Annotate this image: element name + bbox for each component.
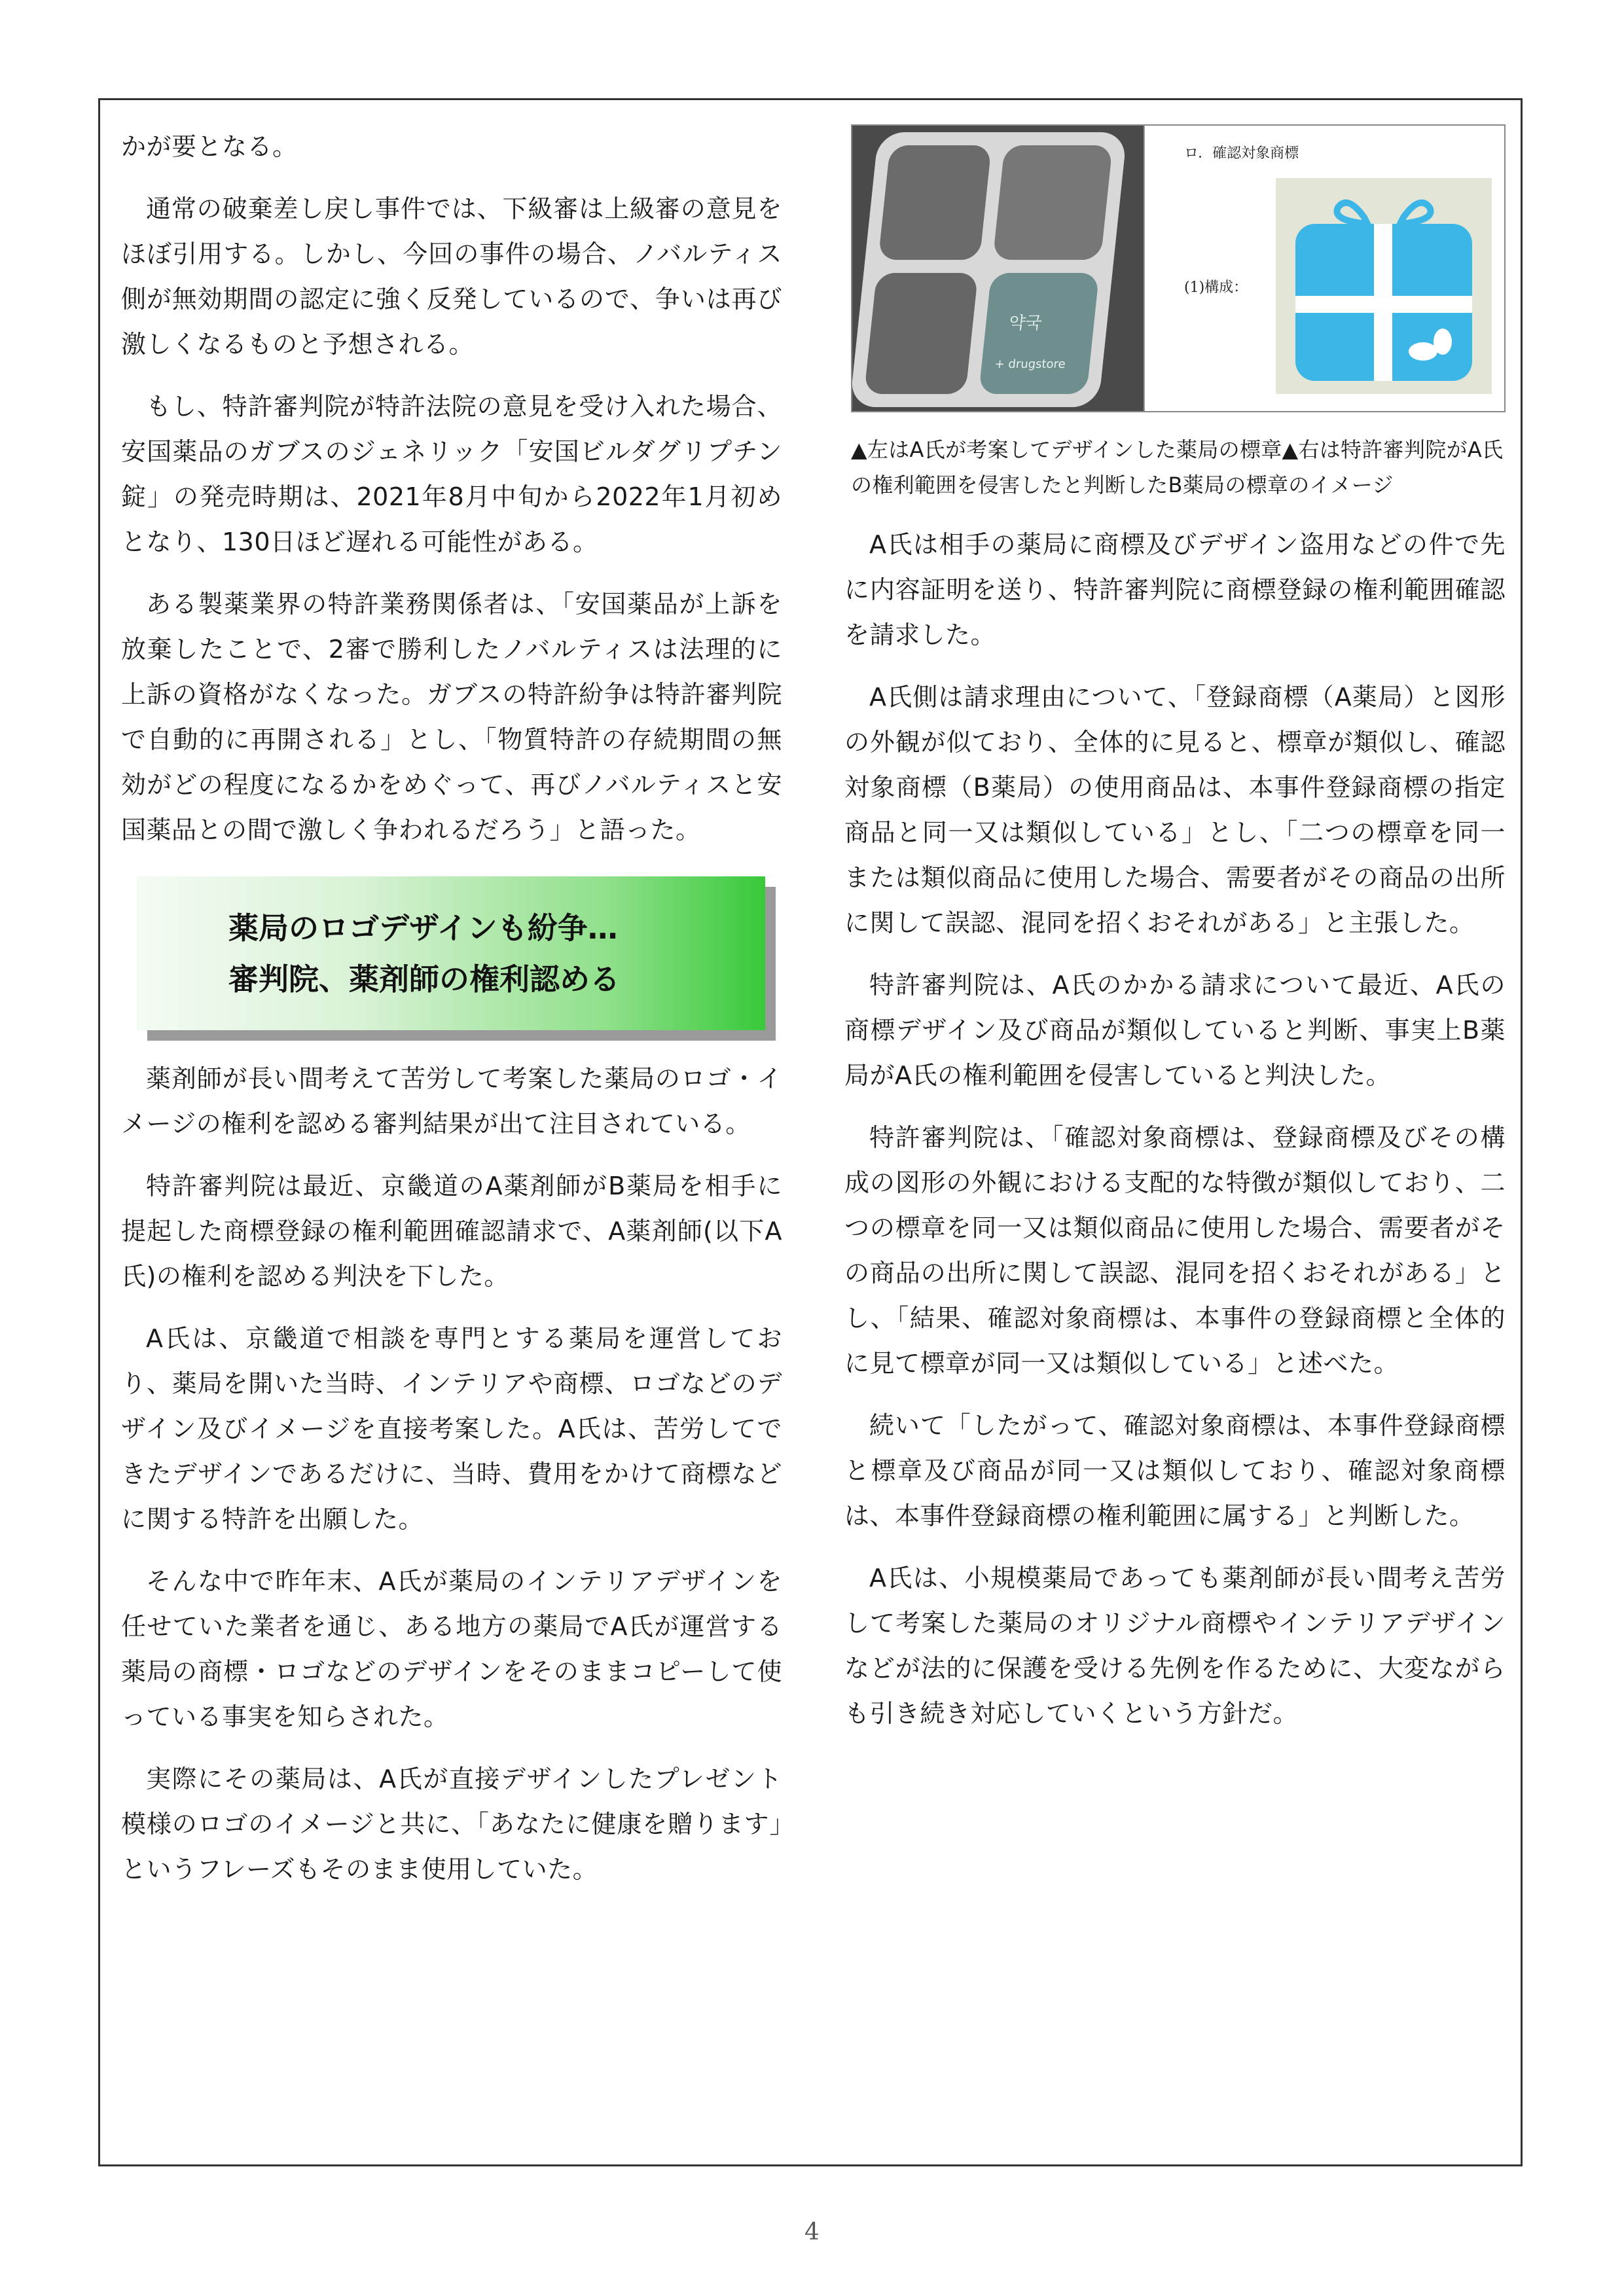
paragraph: もし、特許審判院が特許法院の意見を受け入れた場合、安国薬品のガブスのジェネリック「安国ビルダグリプチン錠」の発売時期は、2021年8月中旬から2022年1月初めとなり、130日ほど遅れる可能性がある。 xyxy=(121,392,782,556)
paragraph: ある製薬業界の特許業務関係者は、「安国薬品が上訴を放棄したことで、2審で勝利したノバルティスは法理的に上訴の資格がなくなった。ガブスの特許紛争は特許審判院で自動的に再開される」とし、「物質特許の存続期間の無効がどの程度になるかをめぐって、再びノバルティスと安国薬品との間で激しく争われるだろう」と語った。 xyxy=(121,590,782,844)
figure-title: ロ．確認対象商標 xyxy=(1184,145,1299,162)
page-number: 4 xyxy=(804,2219,820,2246)
pharmacy-sign-graphic xyxy=(852,126,1144,411)
paragraph: 特許審判院は、A氏のかかる請求について最近、A氏の商標デザイン及び商品が類似していると判断、事実上B薬局がA氏の権利範囲を侵害していると判決した。 xyxy=(844,971,1506,1090)
gift-box-logo-icon xyxy=(1276,178,1492,394)
paragraph: 薬剤師が長い間考えて苦労して考案した薬局のロゴ・イメージの権利を認める審判結果が出て注目されている。 xyxy=(121,1064,782,1138)
right-column xyxy=(844,124,1506,1753)
figure-structure-label: (1)構成： xyxy=(1184,279,1248,296)
paragraph: 続いて「したがって、確認対象商標は、本事件登録商標と標章及び商品が同一又は類似しており、確認対象商標は、本事件登録商標の権利範囲に属する」と判断した。 xyxy=(844,1411,1506,1530)
paragraph: かが要となる。 xyxy=(121,132,298,161)
paragraph: A氏側は請求理由について、「登録商標（A薬局）と図形の外観が似ており、全体的に見ると、標章が類似し、確認対象商標（B薬局）の使用商品は、本事件登録商標の指定商品と同一又は類似している」とし、「二つの標章を同一または類似商品に使用した場合、需要者がその商品の出所に関して誤認、混同を招くおそれがある」と主張した。 xyxy=(844,683,1506,937)
section-headline xyxy=(137,876,765,1030)
svg-text:약국: 약국 xyxy=(1007,314,1043,333)
figure-caption: ▲左はA氏が考案してデザインした薬局の標章▲右は特許審判院がA氏の権利範囲を侵害したと判断したB薬局の標章のイメージ xyxy=(851,437,1504,497)
paragraph: 実際にその薬局は、A氏が直接デザインしたプレゼント模様のロゴのイメージと共に、「あなたに健康を贈ります」というフレーズもそのまま使用していた。 xyxy=(121,1765,782,1884)
headline-line-2: 審判院、薬剤師の権利認める xyxy=(228,961,620,997)
paragraph: A氏は、小規模薬局であっても薬剤師が長い間考え苦労して考案した薬局のオリジナル商標やインテリアデザインなどが法的に保護を受ける先例を作るために、大変ながらも引き続き対応していくという方針だ。 xyxy=(844,1564,1506,1728)
paragraph: 通常の破棄差し戻し事件では、下級審は上級審の意見をほぼ引用する。しかし、今回の事件の場合、ノバルティス側が無効期間の認定に強く反発しているので、争いは再び激しくなるものと予想される。 xyxy=(121,194,782,359)
pharmacy-sign-photo xyxy=(852,126,1144,411)
paragraph: 特許審判院は最近、京畿道のA薬剤師がB薬局を相手に提起した商標登録の権利範囲確認請求で、A薬剤師(以下A氏)の権利を認める判決を下した。 xyxy=(121,1172,782,1291)
paragraph: そんな中で昨年末、A氏が薬局のインテリアデザインを任せていた業者を通じ、ある地方の薬局でA氏が運営する薬局の商標・ロゴなどのデザインをそのままコピーして使っている事実を知らされた。 xyxy=(121,1567,782,1731)
trademark-figure xyxy=(851,124,1506,412)
paragraph: A氏は相手の薬局に商標及びデザイン盗用などの件で先に内容証明を送り、特許審判院に商標登録の権利範囲確認を請求した。 xyxy=(844,530,1506,649)
registered-trademark-panel xyxy=(1144,126,1504,411)
paragraph: 特許審判院は、「確認対象商標は、登録商標及びその構成の図形の外観における支配的な特徴が類似しており、二つの標章を同一又は類似商品に使用した場合、需要者がその商品の出所に関して誤認、混同を招くおそれがある」とし、「結果、確認対象商標は、本事件の登録商標と全体的に見て標章が同一又は類似している」と述べた。 xyxy=(844,1123,1506,1378)
svg-text:+ drugstore: + drugstore xyxy=(994,357,1066,371)
left-column xyxy=(121,124,782,1909)
paragraph: A氏は、京畿道で相談を専門とする薬局を運営しており、薬局を開いた当時、インテリアや商標、ロゴなどのデザイン及びイメージを直接考案した。A氏は、苦労してできたデザインであるだけに、当時、費用をかけて商標などに関する特許を出願した。 xyxy=(121,1324,782,1534)
headline-line-1: 薬局のロゴデザインも紛争… xyxy=(228,910,618,946)
